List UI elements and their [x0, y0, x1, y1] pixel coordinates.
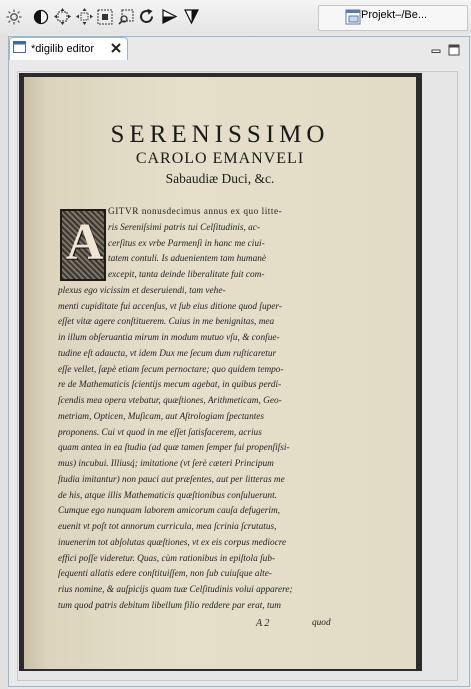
drop-cap: A [66, 214, 104, 271]
editor-icon [13, 40, 27, 54]
move-icon[interactable] [76, 8, 93, 25]
text-line: Cumque ego nunquam laborem amicorum cauſa defugerim, [58, 506, 280, 517]
text-line: de his, atque illis Mathematicis quæſtionibus conſuluerunt. [58, 490, 277, 501]
perspective-icon [344, 8, 361, 25]
zoom-region-icon[interactable] [117, 8, 134, 25]
text-line: tum quod patris debitum libellum filio reddere par erat, tum [58, 600, 281, 611]
text-line: metriam, Opticen, Muſicam, aut Aſtrologiam ſpectantes [58, 411, 265, 422]
page-signature: A 2 [256, 618, 270, 629]
text-line: euenit vt poſt tot annorum curricula, mea ſcrinia ſcrutatus, [58, 522, 277, 532]
text-line: quam antea in ea ſtudia (ad quæ tamen ſemper fui propenſiſsi- [58, 443, 290, 454]
brightness-icon[interactable] [5, 8, 22, 25]
title-line-2: CAROLO EMANVELI [135, 150, 305, 167]
text-line: rius nomine, & auſpicijs quam tuæ Celſitudinis volui apparere; [58, 585, 293, 595]
mirror-horizontal-icon[interactable] [161, 8, 178, 25]
text-line: tatem contuli. Is aduenientem tam humanè [108, 254, 267, 265]
catchword: quod [312, 618, 331, 628]
contrast-icon[interactable] [32, 8, 49, 25]
text-line: eſſet vitæ agere conſtituerem. Cuius in me benignitas, mea [58, 317, 275, 328]
main-toolbar [0, 0, 471, 34]
text-line: in illum obſeruantia mirum in modum mutuo vſu, & conſue- [58, 333, 280, 343]
minimize-icon[interactable] [430, 42, 442, 54]
text-line: cerſitus ex vrbe Parmenſi in hanc me ciui- [108, 238, 265, 249]
text-line: proponens. Cui vt quod in me eſſet ſatisfacerem, acrius [58, 427, 262, 438]
text-line: ſcendis mea opera vtebatur, quæſtiones, Arithmeticam, Geo- [58, 396, 282, 406]
mirror-vertical-icon[interactable] [183, 8, 200, 25]
text-line: ris Sereniſsimi patris tui Celſitudinis, ac- [108, 222, 261, 233]
close-icon[interactable] [110, 42, 121, 53]
title-line-1: SERENISSIMO [110, 121, 330, 148]
fit-icon[interactable] [96, 8, 113, 25]
drop-cap-ornament [60, 209, 106, 281]
tab-label: *digilib editor [31, 43, 94, 55]
rotate-icon[interactable] [138, 8, 155, 25]
scanned-image[interactable] [19, 73, 422, 671]
text-line: eſſe vellet, ſæpè etiam ſecum pernoctare; quo quidem tempo- [58, 364, 284, 375]
text-line: ſtudia imitantur) non pauci aut præſentes, aut per litteras me [58, 474, 285, 485]
text-line: GITVR nonusdecimus annus ex quo litte- [108, 207, 283, 217]
text-line: excepit, tanta deinde liberalitate fuit com- [108, 270, 265, 280]
title-line-3: Sabaudiæ Duci, &c. [165, 171, 275, 186]
text-line: re de Mathematicis ſcientijs mecum agebat, in quibus perdi- [58, 380, 282, 391]
perspective-label[interactable]: Projekt–/Be... [361, 9, 428, 21]
maximize-icon[interactable] [448, 41, 460, 53]
text-line: inuenerim tot abſolutas quæſtiones, vt ex eis corpus mediocre [58, 537, 287, 548]
book-page [24, 77, 416, 669]
text-line: mus) incubui. Illiusq́; imitatione (vt ſerè cæteri Principum [58, 459, 274, 469]
text-line: ſequenti allatis edere conſtituiſſem, non ſub cuiuſque alte- [58, 569, 272, 580]
left-panel-edge [0, 34, 8, 689]
text-line: menti cupiditate fui accenſus, vt ſub eius ditione quod ſuper- [58, 301, 282, 312]
text-line: effici poſſe videretur. Quas, cùm rationibus in epiſtola ſub- [58, 553, 276, 564]
text-line: tudine eſt adaucta, vt idem Dux me ſecum dum ruſticaretur [58, 348, 277, 359]
zoom-area-icon[interactable] [54, 8, 71, 25]
text-line: plexus ego vicissim et deseruiendi, tam vehe- [58, 285, 226, 296]
